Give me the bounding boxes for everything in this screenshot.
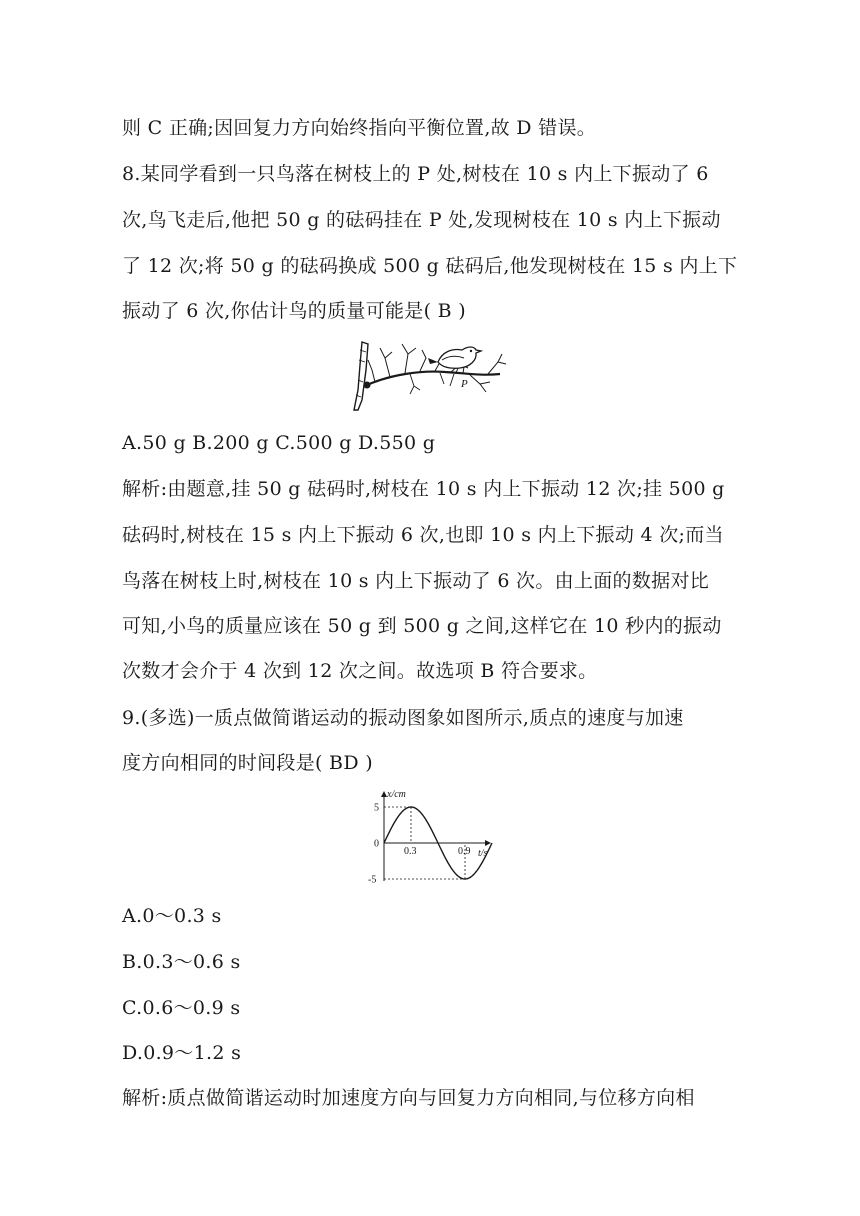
answer-8-text: 次数才会介于 4 次到 12 次之间。故选项 B 符合要求。 bbox=[122, 660, 598, 682]
answer-8-text: 鸟落在树枝上时,树枝在 10 s 内上下振动了 6 次。由上面的数据对比 bbox=[122, 570, 710, 592]
point-p-label: P bbox=[461, 378, 468, 390]
question-8-text: 8.某同学看到一只鸟落在树枝上的 P 处,树枝在 10 s 内上下振动了 6 bbox=[122, 163, 709, 185]
question-8-text: 了 12 次;将 50 g 的砝码换成 500 g 砝码后,他发现树枝在 15 s 内上下 bbox=[122, 255, 738, 277]
x-tick-label: 0.9 bbox=[458, 846, 471, 857]
answer-9-text: 解析:质点做简谐运动时加速度方向与回复力方向相同,与位移方向相 bbox=[122, 1087, 695, 1109]
answer-8-text: 解析:由题意,挂 50 g 砝码时,树枝在 10 s 内上下振动 12 次;挂 500 g bbox=[122, 478, 725, 500]
question-9-option-c: C.0.6～0.9 s bbox=[122, 997, 241, 1019]
x-axis-label: t/s bbox=[478, 848, 488, 859]
question-9-option-d: D.0.9～1.2 s bbox=[122, 1042, 242, 1064]
y-tick-label: 5 bbox=[374, 802, 379, 814]
question-9-text: 度方向相同的时间段是( BD ) bbox=[122, 752, 373, 774]
question-8-text: 振动了 6 次,你估计鸟的质量可能是( B ) bbox=[122, 300, 466, 322]
y-tick-label: -5 bbox=[368, 874, 377, 886]
bird-on-branch-figure bbox=[350, 340, 510, 412]
question-8-options: A.50 g B.200 g C.500 g D.550 g bbox=[122, 432, 436, 454]
answer-8-text: 砝码时,树枝在 15 s 内上下振动 6 次,也即 10 s 内上下振动 4 次;而当 bbox=[122, 524, 724, 546]
question-8-text: 次,鸟飞走后,他把 50 g 的砝码挂在 P 处,发现树枝在 10 s 内上下振动 bbox=[122, 209, 721, 231]
y-tick-label: 0 bbox=[374, 838, 379, 850]
vibration-graph bbox=[360, 786, 510, 886]
question-9-text: 9.(多选)一质点做简谐运动的振动图象如图所示,质点的速度与加速 bbox=[122, 707, 684, 729]
answer-8-text: 可知,小鸟的质量应该在 50 g 到 500 g 之间,这样它在 10 秒内的振动 bbox=[122, 615, 722, 637]
x-tick-label: 0.3 bbox=[404, 846, 417, 857]
y-axis-label: x/cm bbox=[387, 789, 406, 800]
question-9-option-a: A.0～0.3 s bbox=[122, 905, 222, 927]
text-line: 则 C 正确;因回复力方向始终指向平衡位置,故 D 错误。 bbox=[122, 117, 597, 139]
question-9-option-b: B.0.3～0.6 s bbox=[122, 951, 241, 973]
